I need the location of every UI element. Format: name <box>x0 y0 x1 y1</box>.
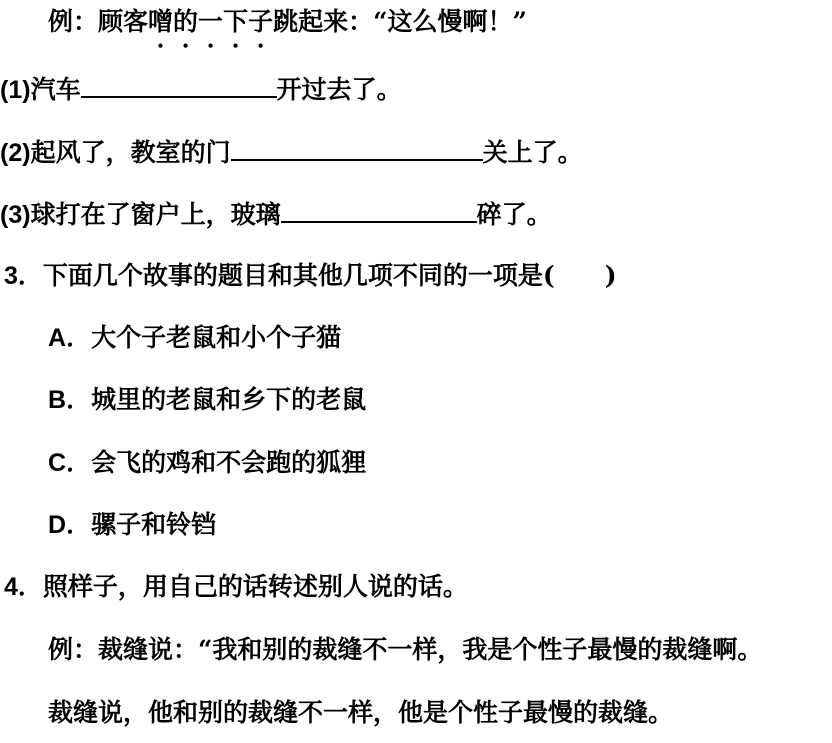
emphasis-char: 子 <box>248 7 274 36</box>
question-4-stem <box>0 571 468 603</box>
answer-blank[interactable] <box>81 72 277 98</box>
question-text: ．照样子，用自己的话转述别人说的话。 <box>17 572 468 601</box>
item-text-before: 球打在了窗户上，玻璃 <box>30 200 281 229</box>
option-c[interactable] <box>48 447 366 479</box>
item-number: (2) <box>0 139 31 167</box>
question-3-stem <box>0 260 617 292</box>
option-letter: C <box>48 449 67 477</box>
example-text: 例：裁缝说：“我和别的裁缝不一样，我是个性子最慢的裁缝啊。 <box>48 635 763 664</box>
item-text-before: 起风了，教室的门 <box>30 138 231 167</box>
option-letter: A <box>48 324 67 352</box>
emphasis-char: 噌 <box>148 7 174 36</box>
question-close-paren: ) <box>604 261 617 290</box>
item-text-after: 开过去了。 <box>276 75 402 104</box>
option-letter: B <box>48 386 67 414</box>
emphasis-char: 一 <box>198 7 224 36</box>
example-prefix: 例：顾客 <box>48 7 149 36</box>
item-text-after: 关上了。 <box>482 138 583 167</box>
emphasis-char: 下 <box>223 7 249 36</box>
option-text: ．城里的老鼠和乡下的老鼠 <box>66 385 367 414</box>
item-number: (3) <box>0 201 31 229</box>
fill-blank-item-2 <box>0 135 583 169</box>
option-text: ．大个子老鼠和小个子猫 <box>66 323 342 352</box>
option-d[interactable] <box>48 509 216 541</box>
option-a[interactable] <box>48 322 341 354</box>
option-text: ．会飞的鸡和不会跑的狐狸 <box>66 448 367 477</box>
option-text: ．骡子和铃铛 <box>66 510 217 539</box>
option-letter: D <box>48 511 67 539</box>
question-number: 4 <box>4 573 18 601</box>
question-number: 3 <box>4 262 18 290</box>
fill-blank-item-1 <box>0 72 402 106</box>
example-suffix: 跳起来：“这么慢啊！” <box>273 7 527 36</box>
fill-blank-item-3 <box>0 197 552 231</box>
example-sentence <box>48 6 527 38</box>
item-text-before: 汽车 <box>30 75 81 104</box>
item-text-after: 碎了。 <box>476 200 552 229</box>
answer-text: 裁缝说，他和别的裁缝不一样，他是个性子最慢的裁缝。 <box>48 698 674 727</box>
item-number: (1) <box>0 76 31 104</box>
answer-blank[interactable] <box>281 197 477 223</box>
option-b[interactable] <box>48 384 366 416</box>
question-4-example <box>48 634 762 666</box>
answer-blank[interactable] <box>231 135 483 161</box>
question-text: ．下面几个故事的题目和其他几项不同的一项是( <box>17 261 555 290</box>
emphasis-char: 的 <box>173 7 199 36</box>
question-4-answer <box>48 697 673 729</box>
